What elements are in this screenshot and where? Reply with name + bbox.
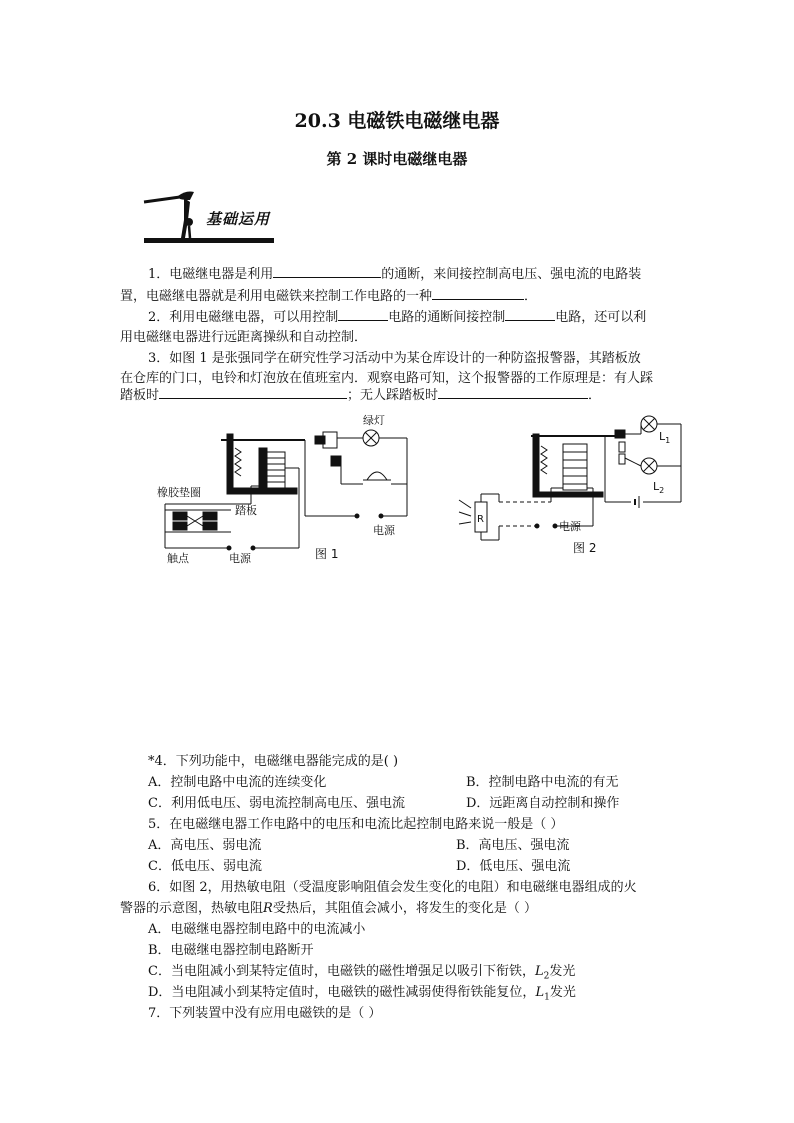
q6-option-d: D．当电阻减小到某特定值时，电磁铁的磁性减弱使得衔铁能复位，$L_1$发光	[148, 985, 576, 1003]
q5-option-c: C．低电压、弱电流	[148, 859, 262, 874]
q2-line1: 2．利用电磁继电器，可以用控制 电路的通断间接控制 电路，还可以利	[148, 306, 646, 328]
q6-stem-line1: 6．如图 2，用热敏电阻（受温度影响阻值会发生变化的电阻）和电磁继电器组成的火	[148, 880, 637, 895]
q1-line1: 1．电磁继电器是利用 的通断，来间接控制高电压、强电流的电路装	[148, 263, 641, 285]
q6-option-b: B．电磁继电器控制电路断开	[148, 943, 314, 958]
label-L1: $L_1$	[659, 430, 671, 445]
q6-option-a: A．电磁继电器控制电路中的电流减小	[148, 922, 366, 937]
figure-2	[455, 408, 695, 568]
label-power: 电源	[559, 520, 581, 533]
q1-line2: 置，电磁继电器就是利用电磁铁来控制工作电路的一种 ．	[120, 285, 537, 307]
q7-stem: 7．下列装置中没有应用电磁铁的是（ ）	[148, 1006, 382, 1021]
figure-1	[155, 408, 420, 568]
section-banner	[140, 186, 300, 248]
q4-option-a: A．控制电路中电流的连续变化	[148, 775, 327, 790]
page-title: 20.3 电磁铁电磁继电器	[294, 110, 500, 132]
q6-stem-line2: 警器的示意图，热敏电阻R受热后，其阻值会减小，将发生的变化是（ ）	[120, 901, 537, 916]
q5-option-a: A．高电压、弱电流	[148, 838, 262, 853]
page-subtitle: 第 2 课时电磁继电器	[326, 150, 468, 168]
figure-2-caption: 图 2	[573, 541, 597, 555]
label-L2: $L_2$	[653, 480, 665, 495]
q3-line3: 踏板时 ；无人踩踏板时 ．	[120, 384, 601, 406]
q4-option-d: D．远距离自动控制和操作	[466, 796, 620, 811]
q2-line2: 用电磁继电器进行远距离操纵和自动控制．	[120, 330, 368, 345]
q3-line1: 3．如图 1 是张强同学在研究性学习活动中为某仓库设计的一种防盗报警器，其踏板放	[148, 351, 641, 366]
label-power-right: 电源	[373, 524, 395, 537]
q6-option-c: C．当电阻减小到某特定值时，电磁铁的磁性增强足以吸引下衔铁，$L_2$发光	[148, 964, 576, 982]
q4-stem: *4．下列功能中，电磁继电器能完成的是( )	[148, 754, 399, 769]
label-pedal: 踏板	[235, 504, 257, 517]
fire-alarm-circuit-diagram	[455, 408, 695, 568]
label-power-left: 电源	[229, 552, 251, 565]
alarm-circuit-diagram	[155, 408, 420, 568]
label-contact: 触点	[167, 552, 189, 565]
figure-1-caption: 图 1	[315, 547, 339, 561]
label-R: R	[477, 514, 484, 525]
q3-line2: 在仓库的门口，电铃和灯泡放在值班室内．观察电路可知，这个报警器的工作原理是：有人踩	[120, 371, 654, 386]
section-label: 基础运用	[206, 210, 271, 228]
q5-option-d: D．低电压、强电流	[456, 859, 571, 874]
q4-option-c: C．利用低电压、弱电流控制高电压、强电流	[148, 796, 405, 811]
q5-option-b: B．高电压、强电流	[456, 838, 570, 853]
label-rubber-pad: 橡胶垫圈	[157, 486, 201, 499]
q5-stem: 5．在电磁继电器工作电路中的电压和电流比起控制电路来说一般是（ ）	[148, 817, 564, 832]
q4-option-b: B．控制电路中电流的有无	[466, 775, 619, 790]
label-green-lamp: 绿灯	[363, 414, 385, 427]
